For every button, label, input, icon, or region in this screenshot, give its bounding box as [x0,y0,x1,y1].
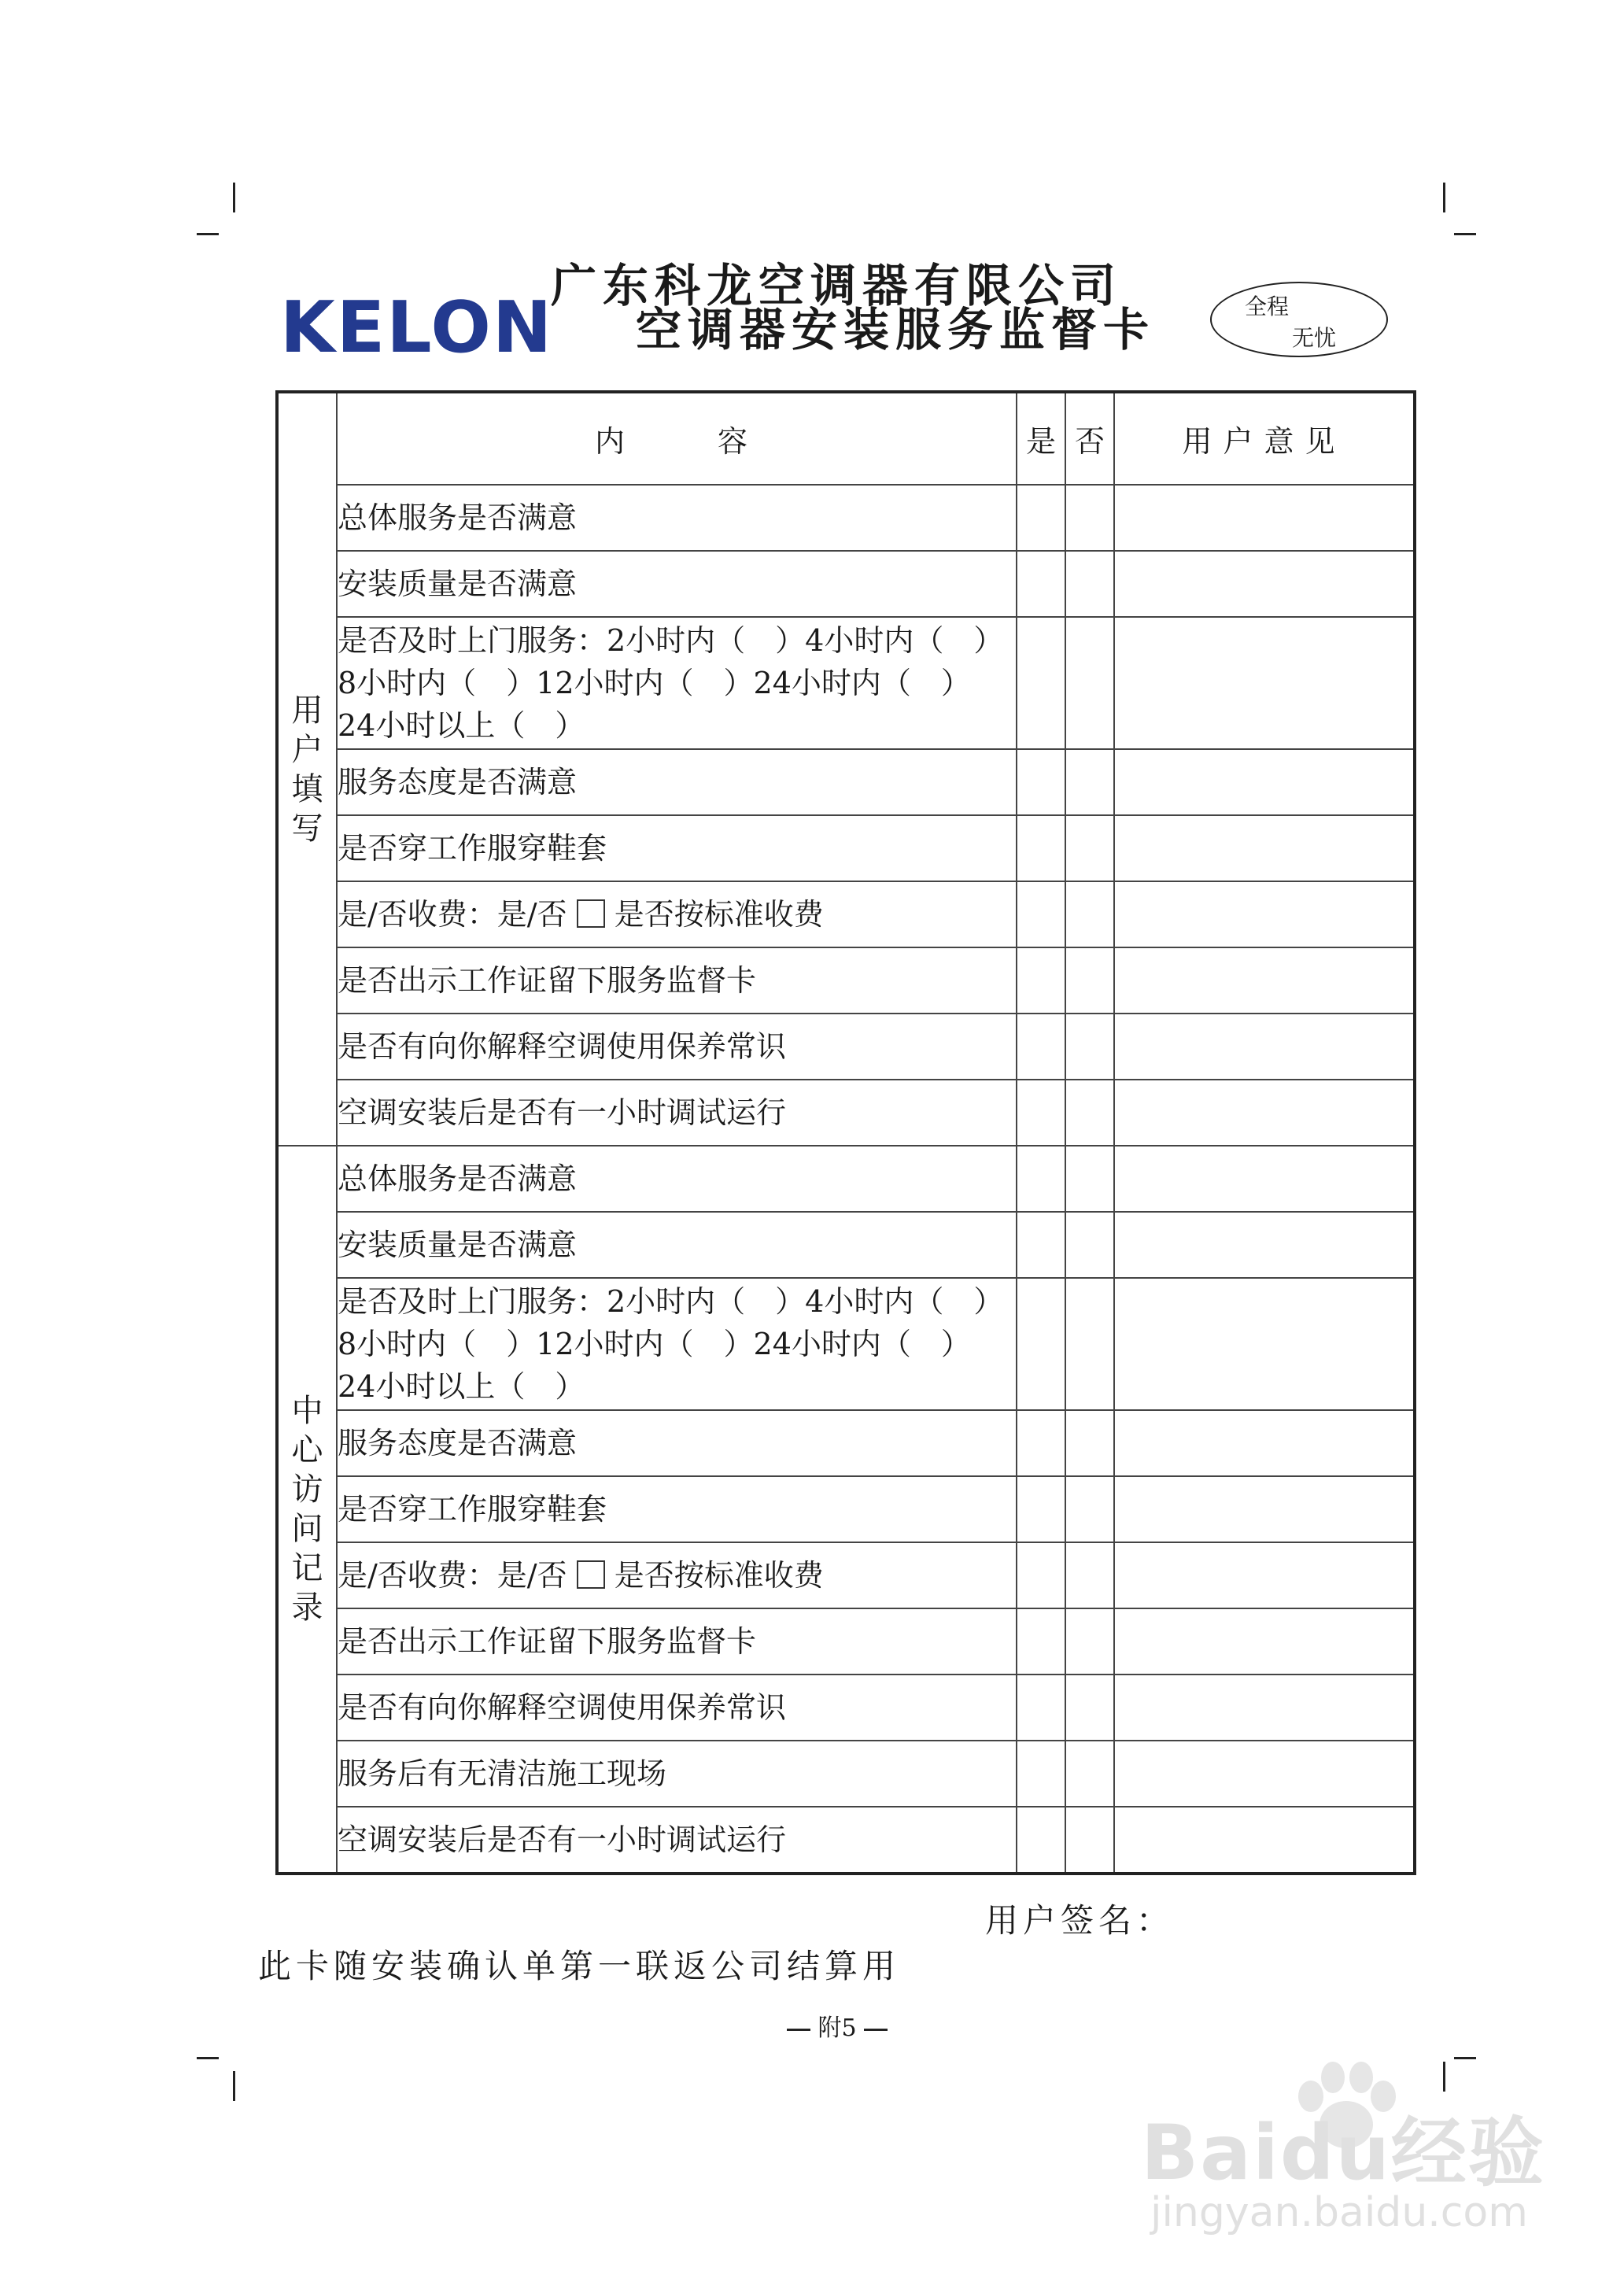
crop-mark [233,2071,235,2101]
row-text: 安装质量是否满意 [337,551,1017,617]
no-cell[interactable] [1065,1741,1114,1807]
yes-cell[interactable] [1017,1080,1065,1146]
yes-cell[interactable] [1017,1146,1065,1212]
dash-left [787,2029,810,2031]
standard-fee-text: 是否按标准收费 [614,1558,824,1593]
row-text: 是否有向你解释空调使用保养常识 [337,1014,1017,1080]
table-row [277,1146,1415,1212]
row-text: 总体服务是否满意 [337,485,1017,551]
opinion-cell[interactable] [1114,485,1415,551]
company-name: 广东科龙空调器有限公司 [551,259,1123,312]
row-text-multiline [337,617,1017,749]
table-row [277,1278,1415,1410]
row-text: 空调安装后是否有一小时调试运行 [337,1080,1017,1146]
fee-text: 是/否收费：是/否 [338,897,567,932]
table-header-row [277,392,1415,485]
opinion-cell[interactable] [1114,947,1415,1014]
yes-cell[interactable] [1017,1608,1065,1675]
yes-cell[interactable] [1017,1675,1065,1741]
table-row [277,1410,1415,1476]
no-cell[interactable] [1065,1476,1114,1542]
opinion-cell[interactable] [1114,617,1415,749]
table-row [277,1014,1415,1080]
card-note: 此卡随安装确认单第一联返公司结算用 [258,1947,901,1985]
row-text: 是否出示工作证留下服务监督卡 [337,1608,1017,1675]
opinion-cell[interactable] [1114,1675,1415,1741]
opinion-cell[interactable] [1114,1410,1415,1476]
no-cell[interactable] [1065,749,1114,815]
row-text-line: 24小时以上（ ） [338,708,585,743]
yes-cell[interactable] [1017,551,1065,617]
table-row [277,881,1415,947]
no-cell[interactable] [1065,815,1114,881]
crop-mark [1443,183,1445,212]
page-label: 附5 [818,2014,857,2042]
table-row [277,815,1415,881]
opinion-cell[interactable] [1114,881,1415,947]
crop-mark [1443,2062,1445,2092]
table-row [277,1542,1415,1608]
no-cell[interactable] [1065,1080,1114,1146]
yes-cell[interactable] [1017,617,1065,749]
table-row [277,1476,1415,1542]
supervision-table [275,390,1416,1875]
fee-checkbox[interactable] [577,899,605,928]
row-text-multiline [337,1278,1017,1410]
row-text: 服务态度是否满意 [337,1410,1017,1476]
row-text: 安装质量是否满意 [337,1212,1017,1278]
yes-cell[interactable] [1017,1014,1065,1080]
table-row [277,617,1415,749]
fee-text: 是/否收费：是/否 [338,1558,567,1593]
row-text: 是否有向你解释空调使用保养常识 [337,1675,1017,1741]
fee-checkbox[interactable] [577,1560,605,1589]
no-cell[interactable] [1065,947,1114,1014]
no-cell[interactable] [1065,551,1114,617]
seal-text-bottom: 无忧 [1292,325,1337,351]
no-cell[interactable] [1065,617,1114,749]
no-cell[interactable] [1065,1675,1114,1741]
opinion-cell[interactable] [1114,749,1415,815]
seal-text-top: 全程 [1245,294,1290,319]
watermark-url: jingyan.baidu.com [1150,2189,1528,2236]
yes-cell[interactable] [1017,749,1065,815]
no-cell[interactable] [1065,1014,1114,1080]
row-text-line: 8小时内（ ）12小时内（ ）24小时内（ ） [338,666,971,700]
user-signature-label: 用户签名： [985,1901,1175,1940]
row-text-line: 8小时内（ ）12小时内（ ）24小时内（ ） [338,1327,971,1361]
yes-cell[interactable] [1017,1741,1065,1807]
no-cell[interactable] [1065,1278,1114,1410]
opinion-cell[interactable] [1114,1476,1415,1542]
yes-cell[interactable] [1017,485,1065,551]
header-content: 内 容 [337,392,1017,485]
opinion-cell[interactable] [1114,1741,1415,1807]
table-row [277,1212,1415,1278]
row-text: 空调安装后是否有一小时调试运行 [337,1807,1017,1874]
row-text-line: 是否及时上门服务：2小时内（ ）4小时内（ ） [338,623,1004,658]
table-row [277,551,1415,617]
header-yes: 是 [1017,392,1065,485]
opinion-cell[interactable] [1114,1146,1415,1212]
section-label-cell [277,392,337,1146]
yes-cell[interactable] [1017,1542,1065,1608]
section-label-user: 用户填写 [291,692,323,847]
row-text: 服务后有无清洁施工现场 [337,1741,1017,1807]
fee-row-text [337,881,1017,947]
no-cell[interactable] [1065,1807,1114,1874]
dash-right [864,2029,888,2031]
row-text: 服务态度是否满意 [337,749,1017,815]
yes-cell[interactable] [1017,1807,1065,1874]
no-cell[interactable] [1065,485,1114,551]
opinion-cell[interactable] [1114,1608,1415,1675]
no-cell[interactable] [1065,1212,1114,1278]
opinion-cell[interactable] [1114,1542,1415,1608]
opinion-cell[interactable] [1114,815,1415,881]
no-cell[interactable] [1065,1608,1114,1675]
crop-mark [197,2057,219,2059]
opinion-cell[interactable] [1114,1807,1415,1874]
opinion-cell[interactable] [1114,551,1415,617]
yes-cell[interactable] [1017,1278,1065,1410]
table-row [277,485,1415,551]
header-no: 否 [1065,392,1114,485]
kelon-logo: KELON [280,286,554,369]
table-row [277,1807,1415,1874]
fee-row-text [337,1542,1017,1608]
no-cell[interactable] [1065,881,1114,947]
crop-mark [233,183,235,212]
section-label-center: 中心访问记录 [291,1393,323,1626]
yes-cell[interactable] [1017,1212,1065,1278]
standard-fee-text: 是否按标准收费 [614,897,824,932]
row-text: 是否出示工作证留下服务监督卡 [337,947,1017,1014]
card-title: 空调器安装服务监督卡 [636,303,1156,356]
yes-cell[interactable] [1017,1476,1065,1542]
opinion-cell[interactable] [1114,1014,1415,1080]
table-row [277,1608,1415,1675]
baidu-watermark: Baidu经验 [1141,2109,1545,2197]
crop-mark [197,233,219,235]
section-label-cell [277,1146,337,1874]
table-row [277,947,1415,1014]
page-number [787,2008,888,2043]
yes-cell[interactable] [1017,1410,1065,1476]
opinion-cell[interactable] [1114,1080,1415,1146]
yes-cell[interactable] [1017,881,1065,947]
row-text-line: 是否及时上门服务：2小时内（ ）4小时内（ ） [338,1284,1004,1319]
row-text-line: 24小时以上（ ） [338,1369,585,1404]
slogan-seal [1210,282,1388,357]
table-row [277,1741,1415,1807]
crop-mark [1454,233,1476,235]
table-row [277,1675,1415,1741]
no-cell[interactable] [1065,1542,1114,1608]
yes-cell[interactable] [1017,815,1065,881]
yes-cell[interactable] [1017,947,1065,1014]
opinion-cell[interactable] [1114,1278,1415,1410]
header-opinion: 用户意见 [1114,392,1415,485]
no-cell[interactable] [1065,1146,1114,1212]
row-text: 总体服务是否满意 [337,1146,1017,1212]
table-row [277,1080,1415,1146]
opinion-cell[interactable] [1114,1212,1415,1278]
table-row [277,749,1415,815]
row-text: 是否穿工作服穿鞋套 [337,1476,1017,1542]
crop-mark [1454,2057,1476,2059]
no-cell[interactable] [1065,1410,1114,1476]
row-text: 是否穿工作服穿鞋套 [337,815,1017,881]
